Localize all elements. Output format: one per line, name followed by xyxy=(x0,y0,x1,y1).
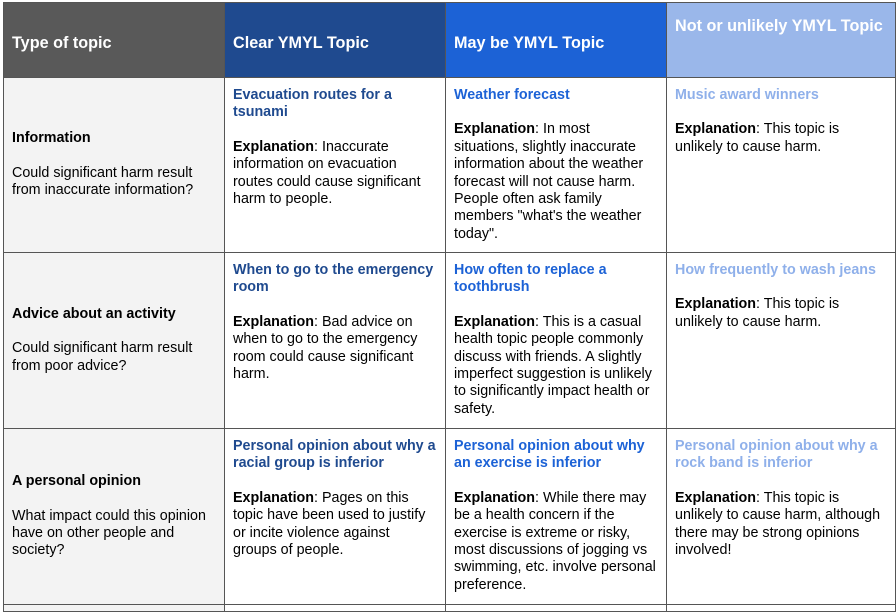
may-be-ymyl-cell xyxy=(446,78,667,253)
explanation-label: Explanation xyxy=(675,121,757,138)
topic-title: Weather forecast xyxy=(454,87,570,103)
type-title: Advice about an activity xyxy=(12,305,176,322)
type-cell xyxy=(4,429,225,605)
not-ymyl-cell xyxy=(667,605,896,612)
not-ymyl-cell xyxy=(667,253,896,429)
header-clear-ymyl: Clear YMYL Topic xyxy=(225,3,446,78)
may-be-ymyl-cell xyxy=(446,429,667,605)
topic-title: How often to replace a toothbrush xyxy=(454,262,607,296)
type-cell xyxy=(4,78,225,253)
explanation-label: Explanation xyxy=(454,489,536,506)
explanation xyxy=(675,490,887,560)
explanation-label: Explanation xyxy=(454,313,536,330)
explanation xyxy=(233,490,437,560)
type-question: What impact could this opinion have on other people and society? xyxy=(12,507,206,559)
explanation-label: Explanation xyxy=(675,489,757,506)
topic-title: Personal opinion about why a racial group is inferior xyxy=(233,438,436,472)
explanation xyxy=(454,314,658,418)
topic-title: Personal opinion about why a rock band is inferior xyxy=(675,438,878,472)
type-question: Could significant harm result from inaccurate information? xyxy=(12,164,194,199)
topic-title: Personal opinion about why an exercise is inferior xyxy=(454,438,645,472)
clear-ymyl-cell xyxy=(225,253,446,429)
explanation-label: Explanation xyxy=(233,313,315,330)
ymyl-table xyxy=(3,2,896,612)
clear-ymyl-cell xyxy=(225,78,446,253)
explanation-text: : Inaccurate information on evacuation routes could cause significant harm to people. xyxy=(233,138,421,208)
not-ymyl-cell xyxy=(667,429,896,605)
type-cell xyxy=(4,253,225,429)
explanation-text: : This topic is unlikely to cause harm, although there may be strong opinions involved! xyxy=(675,489,881,559)
explanation xyxy=(454,121,658,243)
clear-ymyl-cell xyxy=(225,605,446,612)
table-row xyxy=(4,253,896,429)
explanation xyxy=(675,296,887,331)
explanation-label: Explanation xyxy=(675,296,757,313)
explanation xyxy=(675,121,887,156)
explanation-text: : Bad advice on when to go to the emergency room could cause significant harm. xyxy=(233,313,418,383)
clear-ymyl-cell xyxy=(225,429,446,605)
explanation-text: : This topic is unlikely to cause harm. xyxy=(675,296,840,330)
header-not-ymyl: Not or unlikely YMYL Topic xyxy=(667,3,896,78)
table-row xyxy=(4,78,896,253)
type-cell xyxy=(4,605,225,612)
explanation-text: : Pages on this topic have been used to justify or incite violence against groups of people. xyxy=(233,489,426,559)
topic-title: Evacuation routes for a tsunami xyxy=(233,87,392,121)
header-type-of-topic: Type of topic xyxy=(4,3,225,78)
explanation-label: Explanation xyxy=(233,489,315,506)
may-be-ymyl-cell xyxy=(446,605,667,612)
explanation-text: : This topic is unlikely to cause harm. xyxy=(675,121,840,155)
topic-title: How frequently to wash jeans xyxy=(675,262,876,278)
header-row xyxy=(4,3,896,78)
topic-title: When to go to the emergency room xyxy=(233,262,434,296)
topic-title: Music award winners xyxy=(675,87,819,103)
not-ymyl-cell xyxy=(667,78,896,253)
explanation-text: : While there may be a health concern if the exercise is extreme or risky, most discussions of jogging vs swimming, etc. involve personal preference. xyxy=(454,489,656,593)
type-question: Could significant harm result from poor advice? xyxy=(12,340,193,374)
explanation xyxy=(233,139,437,209)
table-row-partial xyxy=(4,605,896,612)
explanation xyxy=(233,314,437,384)
explanation-text: : In most situations, slightly inaccurate information about the weather forecast will not cause harm. People often ask family members "what's the weather today". xyxy=(454,121,644,242)
type-title: Information xyxy=(12,130,91,147)
explanation xyxy=(454,490,658,594)
table-row xyxy=(4,429,896,605)
type-title: A personal opinion xyxy=(12,473,141,490)
explanation-text: : This is a casual health topic people commonly discuss with friends. A slightly imperfect suggestion is unlikely to significantly impact health or safety. xyxy=(454,313,652,417)
header-may-be-ymyl: May be YMYL Topic xyxy=(446,3,667,78)
explanation-label: Explanation xyxy=(233,138,315,155)
may-be-ymyl-cell xyxy=(446,253,667,429)
explanation-label: Explanation xyxy=(454,121,536,138)
